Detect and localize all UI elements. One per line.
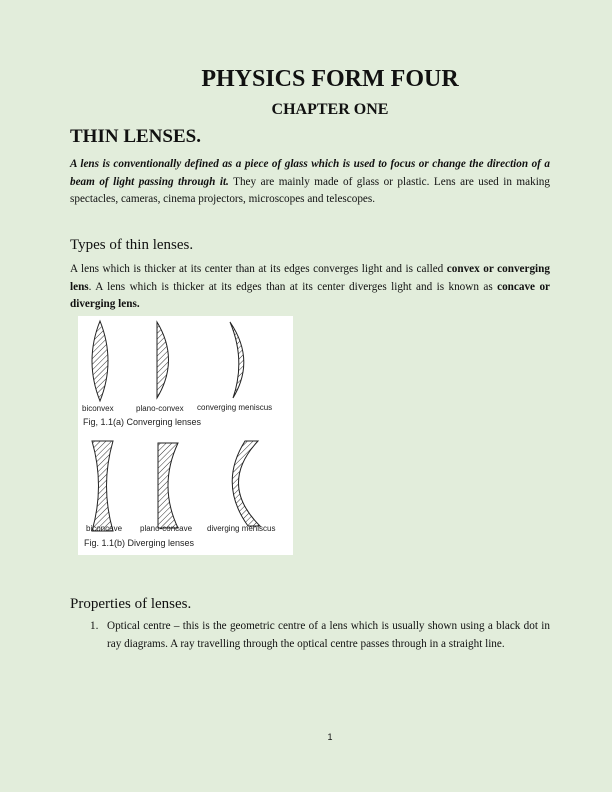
biconvex-lens (92, 321, 108, 401)
types-heading: Types of thin lenses. (70, 237, 194, 253)
section-heading: THIN LENSES. (70, 126, 201, 147)
convex-term: convex or converging lens (70, 263, 550, 293)
list-text: Optical centre – this is the geometric centre of a lens which is usually shown using a black dot in ray diagrams. A ray travelling through the optical centre passes through in a straight line. (107, 620, 550, 650)
list-number: 1. (90, 620, 99, 632)
caption-a: Fig, 1.1(a) Converging lenses (83, 417, 202, 427)
concave-term: concave or diverging lens. (70, 280, 551, 311)
label-biconcave: biconcave (86, 524, 123, 533)
list-item (90, 618, 550, 653)
types-paragraph (70, 261, 550, 314)
label-plano-concave: plano-concave (140, 524, 193, 533)
lens-figure (78, 316, 293, 555)
text: A lens which is thicker at its center than at its edges converges light and is called (70, 263, 447, 275)
label-diverging-meniscus: diverging meniscus (207, 524, 276, 533)
caption-b: Fig. 1.1(b) Diverging lenses (84, 538, 195, 548)
plano-convex-lens (157, 322, 169, 398)
page-title: PHYSICS FORM FOUR (201, 66, 459, 92)
chapter-heading: CHAPTER ONE (271, 101, 389, 118)
text: . A lens which is thicker at its edges than at its center diverges light and is known as (88, 280, 498, 293)
properties-heading: Properties of lenses. (70, 596, 192, 612)
intro-paragraph (70, 156, 550, 209)
label-biconvex: biconvex (82, 404, 114, 413)
page-number: 1 (327, 732, 333, 742)
plano-concave-lens (158, 443, 178, 528)
label-plano-convex: plano-convex (136, 404, 184, 413)
intro-rest: They are mainly made of glass or plastic. Lens are used in making spectacles, cameras, cinema projectors, microscopes and telescopes. (70, 175, 550, 206)
lens-definition: A lens is conventionally defined as a piece of glass which is used to focus or change the direction of a beam of light passing through it. (70, 158, 550, 188)
diverging-meniscus-lens (232, 441, 260, 526)
label-converging-meniscus: converging meniscus (197, 403, 273, 412)
biconcave-lens (92, 441, 113, 531)
converging-meniscus-lens (230, 322, 244, 398)
